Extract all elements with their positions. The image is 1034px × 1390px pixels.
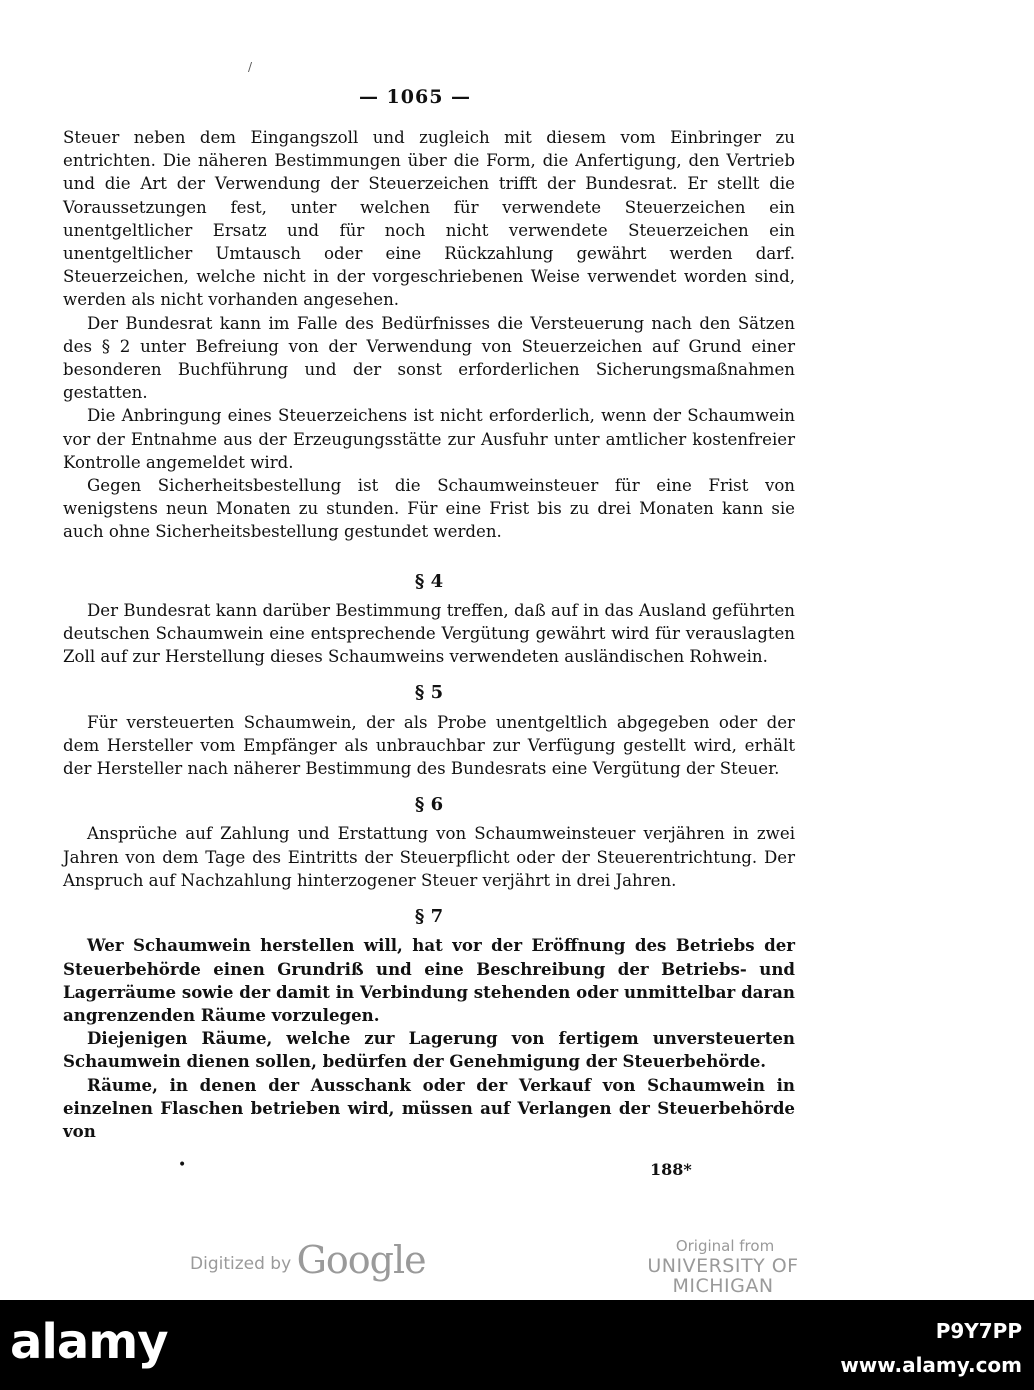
- paragraph: Für versteuerten Schaumwein, der als Probe unentgeltlich abgegeben oder der dem Hersteller vom Empfänger als unbrauchbar zur Verfügung gestellt wird, erhält der Hersteller nach näherer Bestimmung des Bundesrats eine Vergütung der Steuer.: [63, 712, 795, 779]
- alamy-url[interactable]: www.alamy.com: [840, 1353, 1022, 1377]
- alamy-image-info: [840, 1314, 1022, 1382]
- paragraph: Der Bundesrat kann im Falle des Bedürfnisses die Versteuerung nach den Sätzen des § 2 unter Befreiung von der Verwendung von Steuerzeichen auf Grund einer besonderen Buchführung und der sonst erforderlichen Sicherungsmaßnahmen gestatten.: [63, 313, 795, 403]
- paragraph: Gegen Sicherheitsbestellung ist die Schaumweinsteuer für eine Frist von wenigstens neun Monaten zu stunden. Für eine Frist bis zu drei Monaten kann sie auch ohne Sicherheitsbestellung gestundet werden.: [63, 476, 795, 542]
- paragraph: Räume, in denen der Ausschank oder der Verkauf von Schaumwein in einzelnen Flaschen betrieben wird, müssen auf Verlangen der Steuerbehörde von: [63, 1074, 795, 1141]
- section-heading: § 7: [414, 906, 444, 928]
- body-text: [63, 126, 795, 1143]
- digitized-label: Digitized by: [190, 1254, 292, 1274]
- signature-mark: 188*: [650, 1160, 692, 1179]
- printer-dot: •: [178, 1157, 187, 1173]
- alamy-image-id: P9Y7PP: [935, 1319, 1022, 1343]
- alamy-logo[interactable]: alamy: [10, 1314, 168, 1370]
- university-name: UNIVERSITY OF MICHIGAN: [647, 1255, 799, 1297]
- section-heading: § 6: [414, 794, 444, 816]
- paragraph: Diejenigen Räume, welche zur Lagerung von fertigem unversteuerten Schaumwein dienen sollen, bedürfen der Genehmigung der Steuerbehörde.: [63, 1028, 795, 1072]
- paragraph: Ansprüche auf Zahlung und Erstattung von Schaumweinsteuer verjähren in zwei Jahren von dem Tage des Eintritts der Steuerpflicht oder der Steuerentrichtung. Der Anspruch auf Nachzahlung hinterzogener Steuer verjährt in drei Jahren.: [63, 824, 795, 890]
- paragraph: Die Anbringung eines Steuerzeichens ist nicht erforderlich, wenn der Schaumwein vor der Entnahme aus der Erzeugungsstätte zur Ausfuhr unter amtlicher kostenfreier Kontrolle angemeldet wird.: [63, 406, 795, 472]
- digitized-by-google: [190, 1234, 426, 1282]
- section-heading: § 5: [414, 682, 444, 704]
- google-logo: Google: [296, 1238, 426, 1282]
- original-from-label: Original from: [675, 1237, 775, 1255]
- page-number: — 1065 —: [358, 86, 472, 108]
- paragraph: Der Bundesrat kann darüber Bestimmung treffen, daß auf in das Ausland geführten deutschen Schaumwein eine entsprechende Vergütung gewährt wird für verauslagten Zoll auf zur Herstellung dieses Schaumweins verwendeten ausländischen Rohwein.: [63, 600, 795, 667]
- paragraph: Wer Schaumwein herstellen will, hat vor der Eröffnung des Betriebs der Steuerbehörde einen Grundriß und eine Beschreibung der Betriebs- und Lagerräume sowie der damit in Verbindung stehenden oder unmittelbar daran angrenzenden Räume vorzulegen.: [63, 935, 795, 1025]
- original-from-block: [600, 1236, 850, 1296]
- paragraph: Steuer neben dem Eingangszoll und zugleich mit diesem vom Einbringer zu entrichten. Die näheren Bestimmungen über die Form, die Anfertigung, den Vertrieb und die Art der Verwendung der Steuerzeichen trifft der Bundesrat. Er stellt die Voraussetzungen fest, unter welchen für verwendete Steuerzeichen ein unentgeltlicher Ersatz und für noch nicht verwendete Steuerzeichen ein unentgeltlicher Umtausch oder eine Rückzahlung gewährt werden darf. Steuerzeichen, welche nicht in der vorgeschriebenen Weise verwendet worden sind, werden als nicht vorhanden angesehen.: [63, 128, 795, 310]
- alamy-watermark-bar: [0, 1300, 1034, 1390]
- scan-speck: /: [248, 60, 253, 74]
- section-heading: § 4: [414, 570, 444, 592]
